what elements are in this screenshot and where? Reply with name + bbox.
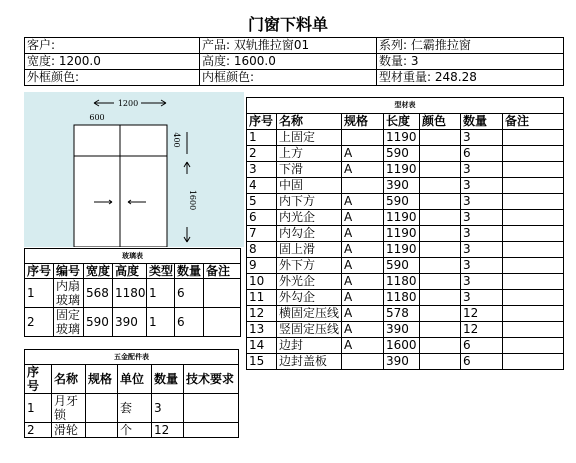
hardware-caption: 五金配件表 bbox=[25, 350, 239, 365]
profile-cell: 3 bbox=[461, 258, 503, 274]
glass-header: 序号 bbox=[25, 264, 54, 279]
glass-cell: 390 bbox=[113, 308, 147, 337]
product-value: 双轨推拉窗01 bbox=[233, 38, 310, 52]
profile-cell bbox=[420, 226, 461, 242]
profile-cell bbox=[342, 130, 384, 146]
glass-header: 宽度 bbox=[84, 264, 113, 279]
info-row bbox=[25, 70, 564, 86]
profile-cell: 3 bbox=[461, 178, 503, 194]
glass-cell: 内扇玻璃 bbox=[54, 279, 84, 308]
table-row bbox=[247, 306, 564, 322]
glass-header: 编号 bbox=[54, 264, 84, 279]
profile-cell: 590 bbox=[384, 258, 420, 274]
profile-cell: A bbox=[342, 258, 384, 274]
profile-cell: 3 bbox=[461, 210, 503, 226]
page-title: 门窗下料单 bbox=[247, 15, 328, 34]
hardware-header: 名称 bbox=[52, 365, 86, 394]
total-width-label: 1200 bbox=[117, 99, 139, 108]
table-row bbox=[247, 162, 564, 178]
profile-cell: 中固 bbox=[277, 178, 342, 194]
profile-cell: 12 bbox=[247, 306, 277, 322]
profile-cell: 6 bbox=[461, 338, 503, 354]
profile-cell: 3 bbox=[461, 290, 503, 306]
profile-header: 备注 bbox=[503, 114, 564, 130]
weight-cell bbox=[377, 70, 564, 86]
glass-cell: 1180 bbox=[113, 279, 147, 308]
hardware-cell bbox=[86, 394, 118, 423]
table-row bbox=[247, 194, 564, 210]
outer-color-cell bbox=[25, 70, 200, 86]
outer-color-label: 外框颜色: bbox=[27, 70, 80, 84]
profile-cell: A bbox=[342, 162, 384, 178]
info-row bbox=[25, 54, 564, 70]
profile-cell: 竖固定压线 bbox=[277, 322, 342, 338]
profile-cell bbox=[503, 242, 564, 258]
profile-cell bbox=[503, 194, 564, 210]
left-width-label: 600 bbox=[89, 113, 105, 122]
profile-cell: 内勾企 bbox=[277, 226, 342, 242]
profile-cell: 590 bbox=[384, 146, 420, 162]
profile-header: 长度 bbox=[384, 114, 420, 130]
profile-cell bbox=[420, 274, 461, 290]
glass-caption: 玻璃表 bbox=[25, 249, 241, 264]
height-label: 高度: bbox=[202, 54, 231, 68]
upper-height-label: 400 bbox=[172, 132, 181, 148]
profile-cell: A bbox=[342, 322, 384, 338]
profile-cell: 外下方 bbox=[277, 258, 342, 274]
table-row bbox=[247, 226, 564, 242]
glass-header: 备注 bbox=[204, 264, 241, 279]
profile-header: 序号 bbox=[247, 114, 277, 130]
glass-cell: 2 bbox=[25, 308, 54, 337]
profile-cell: 12 bbox=[461, 322, 503, 338]
hardware-cell: 2 bbox=[25, 423, 52, 438]
profile-cell bbox=[420, 290, 461, 306]
profile-cell: 内光企 bbox=[277, 210, 342, 226]
total-height-label: 1600 bbox=[188, 189, 197, 211]
profile-cell bbox=[503, 210, 564, 226]
glass-cell: 6 bbox=[175, 279, 204, 308]
profile-cell bbox=[420, 258, 461, 274]
profile-cell bbox=[420, 146, 461, 162]
profile-cell bbox=[503, 306, 564, 322]
order-info-table bbox=[24, 37, 564, 86]
glass-header: 高度 bbox=[113, 264, 147, 279]
profile-header: 规格 bbox=[342, 114, 384, 130]
window-drawing bbox=[24, 92, 244, 247]
profile-cell: A bbox=[342, 146, 384, 162]
profile-cell: 1600 bbox=[384, 338, 420, 354]
table-row bbox=[247, 242, 564, 258]
profile-cell bbox=[503, 354, 564, 370]
profile-header: 颜色 bbox=[420, 114, 461, 130]
profile-cell: 固上滑 bbox=[277, 242, 342, 258]
glass-cell bbox=[204, 308, 241, 337]
glass-cell: 固定玻璃 bbox=[54, 308, 84, 337]
profile-cell: 3 bbox=[461, 242, 503, 258]
hardware-cell: 套 bbox=[118, 394, 152, 423]
glass-table bbox=[24, 248, 241, 337]
profile-cell: 1190 bbox=[384, 130, 420, 146]
profile-cell: 3 bbox=[461, 162, 503, 178]
profile-caption-row bbox=[247, 98, 564, 114]
profile-cell: 10 bbox=[247, 274, 277, 290]
inner-color-cell bbox=[200, 70, 377, 86]
weight-value: 248.28 bbox=[434, 70, 477, 84]
profile-cell bbox=[420, 178, 461, 194]
profile-cell: A bbox=[342, 194, 384, 210]
table-row bbox=[247, 130, 564, 146]
table-row bbox=[247, 290, 564, 306]
hardware-header: 数量 bbox=[152, 365, 184, 394]
qty-cell bbox=[377, 54, 564, 70]
profile-cell: 1190 bbox=[384, 210, 420, 226]
profile-cell: 3 bbox=[461, 194, 503, 210]
profile-cell bbox=[503, 178, 564, 194]
glass-cell: 590 bbox=[84, 308, 113, 337]
profile-cell: 390 bbox=[384, 322, 420, 338]
profile-cell: 3 bbox=[461, 274, 503, 290]
profile-cell: 外勾企 bbox=[277, 290, 342, 306]
table-row bbox=[25, 279, 241, 308]
glass-header: 类型 bbox=[147, 264, 175, 279]
profile-cell: 上固定 bbox=[277, 130, 342, 146]
profile-cell bbox=[503, 146, 564, 162]
profile-cell bbox=[420, 194, 461, 210]
glass-cell: 1 bbox=[147, 279, 175, 308]
profile-header: 数量 bbox=[461, 114, 503, 130]
profile-cell: 1190 bbox=[384, 226, 420, 242]
profile-cell bbox=[342, 354, 384, 370]
hardware-cell: 个 bbox=[118, 423, 152, 438]
profile-table bbox=[246, 97, 564, 370]
profile-header-row bbox=[247, 114, 564, 130]
profile-cell bbox=[420, 130, 461, 146]
hardware-header: 技术要求 bbox=[184, 365, 239, 394]
qty-label: 数量: bbox=[379, 54, 408, 68]
window-diagram bbox=[24, 92, 244, 247]
profile-cell: A bbox=[342, 210, 384, 226]
profile-cell: 7 bbox=[247, 226, 277, 242]
series-value: 仁霸推拉窗 bbox=[410, 38, 471, 52]
table-row bbox=[25, 394, 239, 423]
profile-header: 名称 bbox=[277, 114, 342, 130]
hardware-cell: 3 bbox=[152, 394, 184, 423]
customer-label: 客户: bbox=[27, 38, 56, 52]
table-row bbox=[247, 274, 564, 290]
profile-cell: 3 bbox=[461, 130, 503, 146]
hardware-cell: 滑轮 bbox=[52, 423, 86, 438]
profile-cell bbox=[420, 306, 461, 322]
profile-cell bbox=[503, 322, 564, 338]
glass-cell: 6 bbox=[175, 308, 204, 337]
table-row bbox=[247, 146, 564, 162]
profile-cell bbox=[420, 162, 461, 178]
hardware-cell: 1 bbox=[25, 394, 52, 423]
hardware-header-row bbox=[25, 365, 239, 394]
profile-cell bbox=[420, 210, 461, 226]
glass-cell: 1 bbox=[25, 279, 54, 308]
hardware-cell bbox=[86, 423, 118, 438]
profile-cell: 3 bbox=[247, 162, 277, 178]
profile-rows bbox=[247, 130, 564, 370]
inner-color-label: 内框颜色: bbox=[202, 70, 255, 84]
profile-cell: 内下方 bbox=[277, 194, 342, 210]
width-label: 宽度: bbox=[27, 54, 56, 68]
customer-cell bbox=[25, 38, 200, 54]
profile-cell bbox=[503, 258, 564, 274]
hardware-cell bbox=[184, 423, 239, 438]
profile-cell: 390 bbox=[384, 178, 420, 194]
profile-cell bbox=[420, 354, 461, 370]
profile-cell: 15 bbox=[247, 354, 277, 370]
profile-cell: 1180 bbox=[384, 274, 420, 290]
profile-cell: 1180 bbox=[384, 290, 420, 306]
hardware-header: 单位 bbox=[118, 365, 152, 394]
series-label: 系列: bbox=[379, 38, 408, 52]
profile-cell: 外光企 bbox=[277, 274, 342, 290]
profile-cell: 12 bbox=[461, 306, 503, 322]
profile-cell: 边封盖板 bbox=[277, 354, 342, 370]
profile-cell: A bbox=[342, 306, 384, 322]
profile-cell: 1190 bbox=[384, 242, 420, 258]
glass-cell: 568 bbox=[84, 279, 113, 308]
profile-cell bbox=[420, 242, 461, 258]
profile-cell: A bbox=[342, 226, 384, 242]
profile-cell: 上方 bbox=[277, 146, 342, 162]
profile-cell: 4 bbox=[247, 178, 277, 194]
table-row bbox=[247, 178, 564, 194]
profile-cell bbox=[420, 322, 461, 338]
series-cell bbox=[377, 38, 564, 54]
hardware-caption-row bbox=[25, 350, 239, 365]
hardware-cell bbox=[184, 394, 239, 423]
width-cell bbox=[25, 54, 200, 70]
height-cell bbox=[200, 54, 377, 70]
profile-cell: 14 bbox=[247, 338, 277, 354]
hardware-header: 规格 bbox=[86, 365, 118, 394]
profile-cell bbox=[503, 130, 564, 146]
profile-cell: 6 bbox=[461, 146, 503, 162]
profile-cell: 3 bbox=[461, 226, 503, 242]
profile-cell: A bbox=[342, 242, 384, 258]
profile-cell: A bbox=[342, 274, 384, 290]
profile-cell bbox=[342, 178, 384, 194]
product-label: 产品: bbox=[202, 38, 231, 52]
profile-cell: A bbox=[342, 290, 384, 306]
profile-cell: 13 bbox=[247, 322, 277, 338]
profile-caption: 型材表 bbox=[247, 98, 564, 114]
profile-cell: 5 bbox=[247, 194, 277, 210]
profile-cell: 8 bbox=[247, 242, 277, 258]
qty-value: 3 bbox=[410, 54, 419, 68]
table-row bbox=[247, 354, 564, 370]
table-row bbox=[25, 308, 241, 337]
profile-cell: 横固定压线 bbox=[277, 306, 342, 322]
width-value: 1200.0 bbox=[58, 54, 101, 68]
glass-header: 数量 bbox=[175, 264, 204, 279]
table-row bbox=[247, 210, 564, 226]
profile-cell: 1 bbox=[247, 130, 277, 146]
profile-cell: 11 bbox=[247, 290, 277, 306]
glass-cell bbox=[204, 279, 241, 308]
hardware-cell: 月牙锁 bbox=[52, 394, 86, 423]
profile-cell bbox=[503, 290, 564, 306]
table-row bbox=[25, 423, 239, 438]
profile-cell bbox=[420, 338, 461, 354]
hardware-header: 序号 bbox=[25, 365, 52, 394]
profile-cell: 590 bbox=[384, 194, 420, 210]
table-row bbox=[247, 258, 564, 274]
table-row bbox=[247, 338, 564, 354]
glass-cell: 1 bbox=[147, 308, 175, 337]
profile-cell: 6 bbox=[247, 210, 277, 226]
profile-cell: 9 bbox=[247, 258, 277, 274]
glass-caption-row bbox=[25, 249, 241, 264]
profile-cell: 578 bbox=[384, 306, 420, 322]
table-row bbox=[247, 322, 564, 338]
height-value: 1600.0 bbox=[233, 54, 276, 68]
profile-cell: 1190 bbox=[384, 162, 420, 178]
profile-cell: A bbox=[342, 338, 384, 354]
profile-cell: 6 bbox=[461, 354, 503, 370]
weight-label: 型材重量: bbox=[379, 70, 432, 84]
profile-cell bbox=[503, 226, 564, 242]
profile-cell: 2 bbox=[247, 146, 277, 162]
profile-cell: 390 bbox=[384, 354, 420, 370]
profile-cell bbox=[503, 338, 564, 354]
hardware-cell: 12 bbox=[152, 423, 184, 438]
profile-cell: 边封 bbox=[277, 338, 342, 354]
product-cell bbox=[200, 38, 377, 54]
hardware-table bbox=[24, 349, 239, 438]
glass-header-row bbox=[25, 264, 241, 279]
profile-cell bbox=[503, 274, 564, 290]
profile-cell bbox=[503, 162, 564, 178]
profile-cell: 下滑 bbox=[277, 162, 342, 178]
info-row bbox=[25, 38, 564, 54]
